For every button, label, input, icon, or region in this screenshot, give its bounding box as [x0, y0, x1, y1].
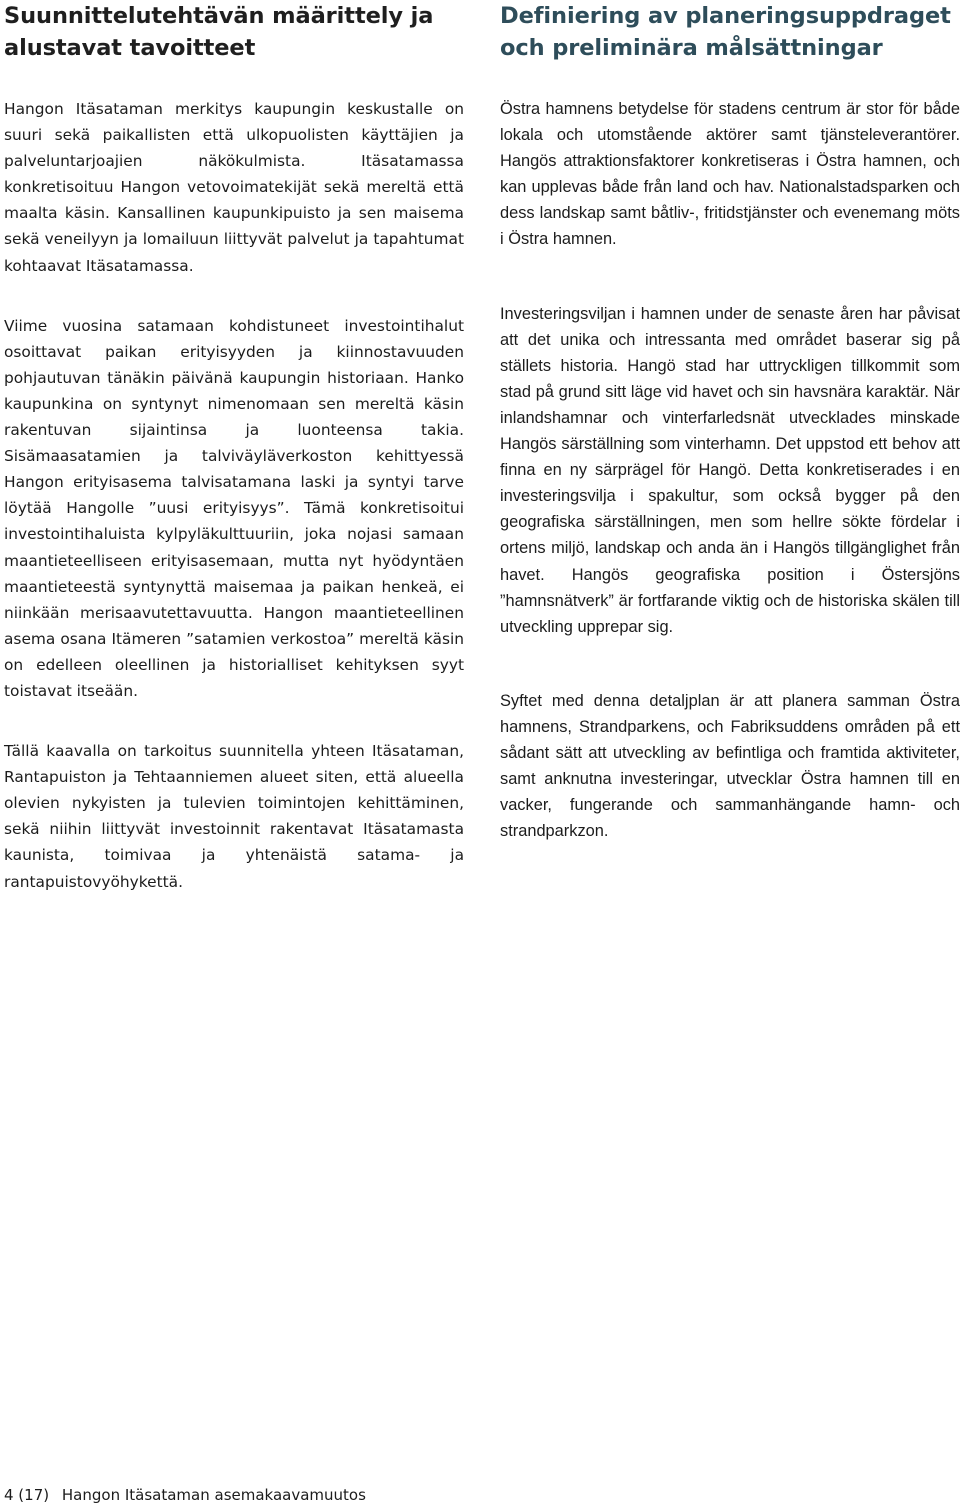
finnish-paragraph-3: Tällä kaavalla on tarkoitus suunnitella yhteen Itäsataman, Rantapuiston ja Tehtaanniemen alueet siten, että alueella olevien nykyisten ja tulevien toimintojen kehittäminen, sekä niihin liittyvät investoinnit rakentavat Itäsatamasta kaunista, toimivaa ja yhtenäistä satama- ja rantapuistovyöhykettä. — [4, 742, 464, 891]
page-footer — [4, 1484, 366, 1506]
page-number: 4 (17) — [4, 1486, 50, 1504]
finnish-section-heading: Suunnittelutehtävän määrittely ja alustavat tavoitteet — [4, 3, 434, 61]
finnish-paragraph-1: Hangon Itäsataman merkitys kaupungin keskustalle on suuri sekä paikallisten että ulkopuolisten käyttäjien ja palveluntarjoajien näkökulmista. Itäsatamassa konkretisoituu Hangon vetovoimatekijät sekä mereltä että maalta käsin. Kansallinen kaupunkipuisto ja sen maisema sekä veneilyyn ja lomailuun liittyvät palvelut ja tapahtumat kohtaavat Itäsatamassa. — [4, 100, 464, 275]
document-title: Hangon Itäsataman asemakaavamuutos — [61, 1486, 366, 1504]
swedish-paragraph-2: Investeringsviljan i hamnen under de senaste åren har påvisat att det unika och intressanta med området baserar sig på ställets historia. Hangö stad har uttryckligen tillkommit som stad på grund sitt läge vid havet och sin havsnära karaktär. När inlandshamnar och vinterfarledsnät utvecklades minskade Hangös särställning som vinterhamn. Det uppstod ett behov att finna en ny särprägel för Hangö. Detta konkretiserades i en investeringsvilja i spakultur, som också bygger på den geografiska särställningen, men som hellre sökte fördelar i ortens miljö, landskap och anda än i Hangös tillgänglighet från havet. Hangös geografiska position i Östersjöns ”hamnsnätverk” är fortfarande viktig och de historiska skälen till utveckling upprepar sig. — [500, 304, 960, 636]
swedish-column — [500, 0, 960, 844]
finnish-column — [4, 0, 464, 895]
swedish-paragraph-1: Östra hamnens betydelse för stadens centrum är stor för både lokala och utomstående aktörer samt tjänsteleverantörer. Hangös attraktionsfaktorer konkretiseras i Östra hamnen, och kan upplevas både från land och hav. Nationalstadsparken och dess landskap samt båtliv-, fritidstjänster och evenemang möts i Östra hamnen. — [500, 100, 960, 249]
finnish-paragraph-2: Viime vuosina satamaan kohdistuneet investointihalut osoittavat paikan erityisyyden ja kiinnostavuuden pohjautuvan tänäkin päivänä kaupungin historiaan. Hanko kaupunkina on syntynyt nimenomaan sen mereltä käsin rakentuvan sijaintinsa ja luonteensa takia. Sisämaasatamien ja talviväyläverkoston kehittyessä Hangon erityisasema talvisatamana laski ja syntyi tarve löytää Hangolle ”uusi erityisyys”. Tämä konkretisoitui investointihaluista kylpyläkulttuuriin, joka nojasi samaan maantieteelliseen erityisasemaan, mutta nyt hyödyntäen maantieteestä syntynyttä maisemaa ja paikan henkeä, ei niinkään merisaavutettavuutta. Hangon maantieteellinen asema osana Itämeren ”satamien verkostoa” mereltä käsin on edelleen oleellinen ja historialliset kehityksen syyt toistavat itseään. — [4, 316, 464, 700]
swedish-paragraph-3: Syftet med denna detaljplan är att planera samman Östra hamnens, Strandparkens, och Fabriksuddens områden på ett sådant sätt att utveckling av befintliga och framtida aktiviteter, samt anknutna investeringar, utvecklar Östra hamnen till en vacker, fungerande och sammanhängande hamn- och strandparkzon. — [500, 691, 960, 841]
swedish-section-heading: Definiering av planeringsuppdraget och preliminära målsättningar — [500, 3, 951, 61]
